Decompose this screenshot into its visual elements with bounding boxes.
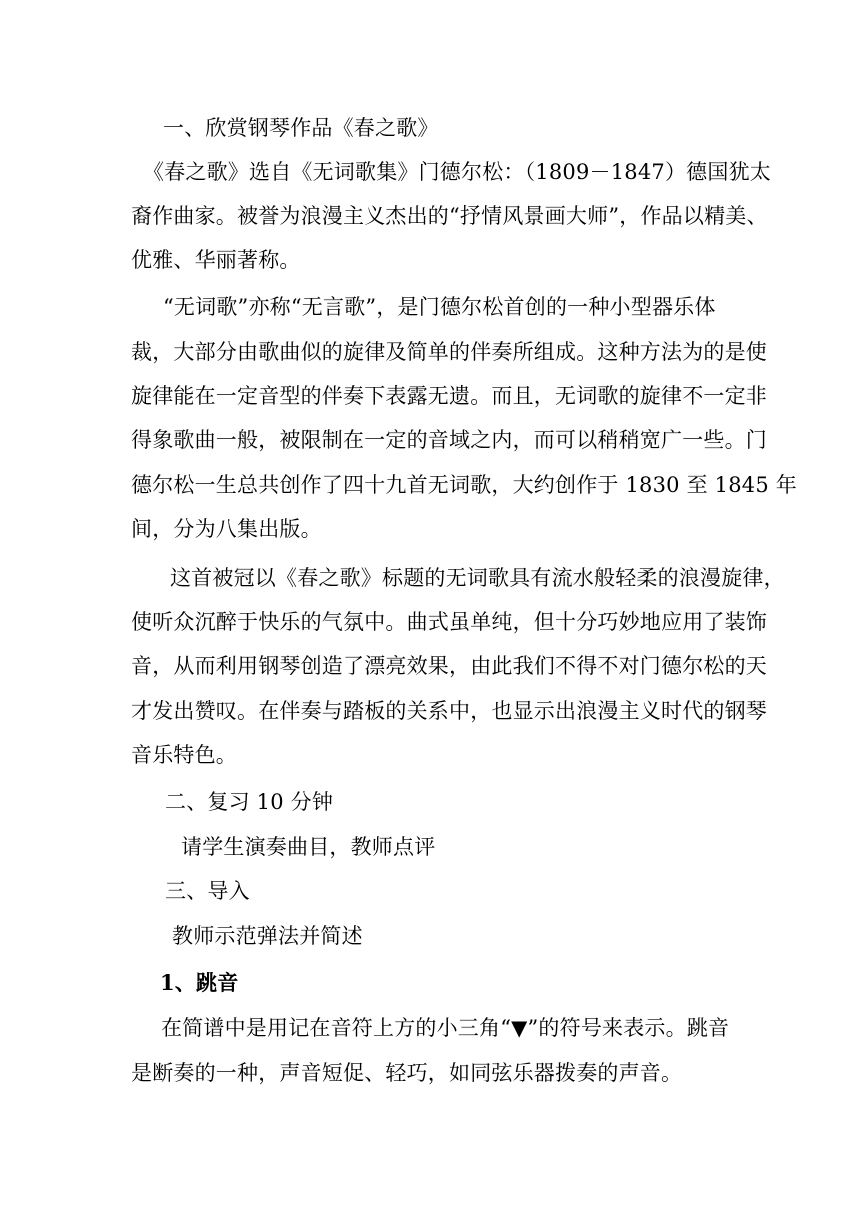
paragraph-line: 才发出赞叹。在伴奏与踏板的关系中，也显示出浪漫主义时代的钢琴	[131, 699, 767, 723]
paragraph-line: 《春之歌》选自《无词歌集》门德尔松：（1809－1847）德国犹太	[143, 160, 771, 184]
paragraph-line: 这首被冠以《春之歌》标题的无词歌具有流水般轻柔的浪漫旋律，	[170, 566, 785, 590]
section-heading-appreciation: 一、欣赏钢琴作品《春之歌》	[163, 116, 439, 140]
paragraph-line: 优雅、华丽著称。	[131, 248, 301, 272]
paragraph-line: “无词歌”亦称“无言歌”，是门德尔松首创的一种小型器乐体	[163, 295, 716, 319]
paragraph-line: 裔作曲家。被誉为浪漫主义杰出的“抒情风景画大师”，作品以精美、	[131, 204, 768, 228]
paragraph-line: 得象歌曲一般，被限制在一定的音域之内，而可以稍稍宽广一些。门	[131, 428, 767, 452]
paragraph-line: 音乐特色。	[131, 743, 237, 767]
section-heading-review: 二、复习 10 分钟	[165, 790, 334, 814]
paragraph-line: 德尔松一生总共创作了四十九首无词歌，大约创作于 1830 至 1845 年	[131, 473, 797, 497]
review-instruction: 请学生演奏曲目，教师点评	[181, 835, 436, 859]
paragraph-line: 在简谱中是用记在音符上方的小三角“▼”的符号来表示。跳音	[161, 1016, 730, 1040]
paragraph-line: 裁，大部分由歌曲似的旋律及简单的伴奏所组成。这种方法为的是使	[131, 340, 767, 364]
section-heading-intro: 三、导入	[165, 879, 250, 903]
paragraph-line: 使听众沉醉于快乐的气氛中。曲式虽单纯，但十分巧妙地应用了装饰	[131, 610, 767, 634]
paragraph-line: 是断奏的一种，声音短促、轻巧，如同弦乐器拨奏的声音。	[131, 1061, 683, 1085]
intro-instruction: 教师示范弹法并简述	[172, 924, 363, 948]
paragraph-line: 间，分为八集出版。	[131, 517, 322, 541]
paragraph-line: 旋律能在一定音型的伴奏下表露无遗。而且，无词歌的旋律不一定非	[131, 384, 767, 408]
subheading-staccato: 1、跳音	[160, 970, 239, 995]
paragraph-line: 音，从而利用钢琴创造了漂亮效果，由此我们不得不对门德尔松的天	[131, 654, 767, 678]
